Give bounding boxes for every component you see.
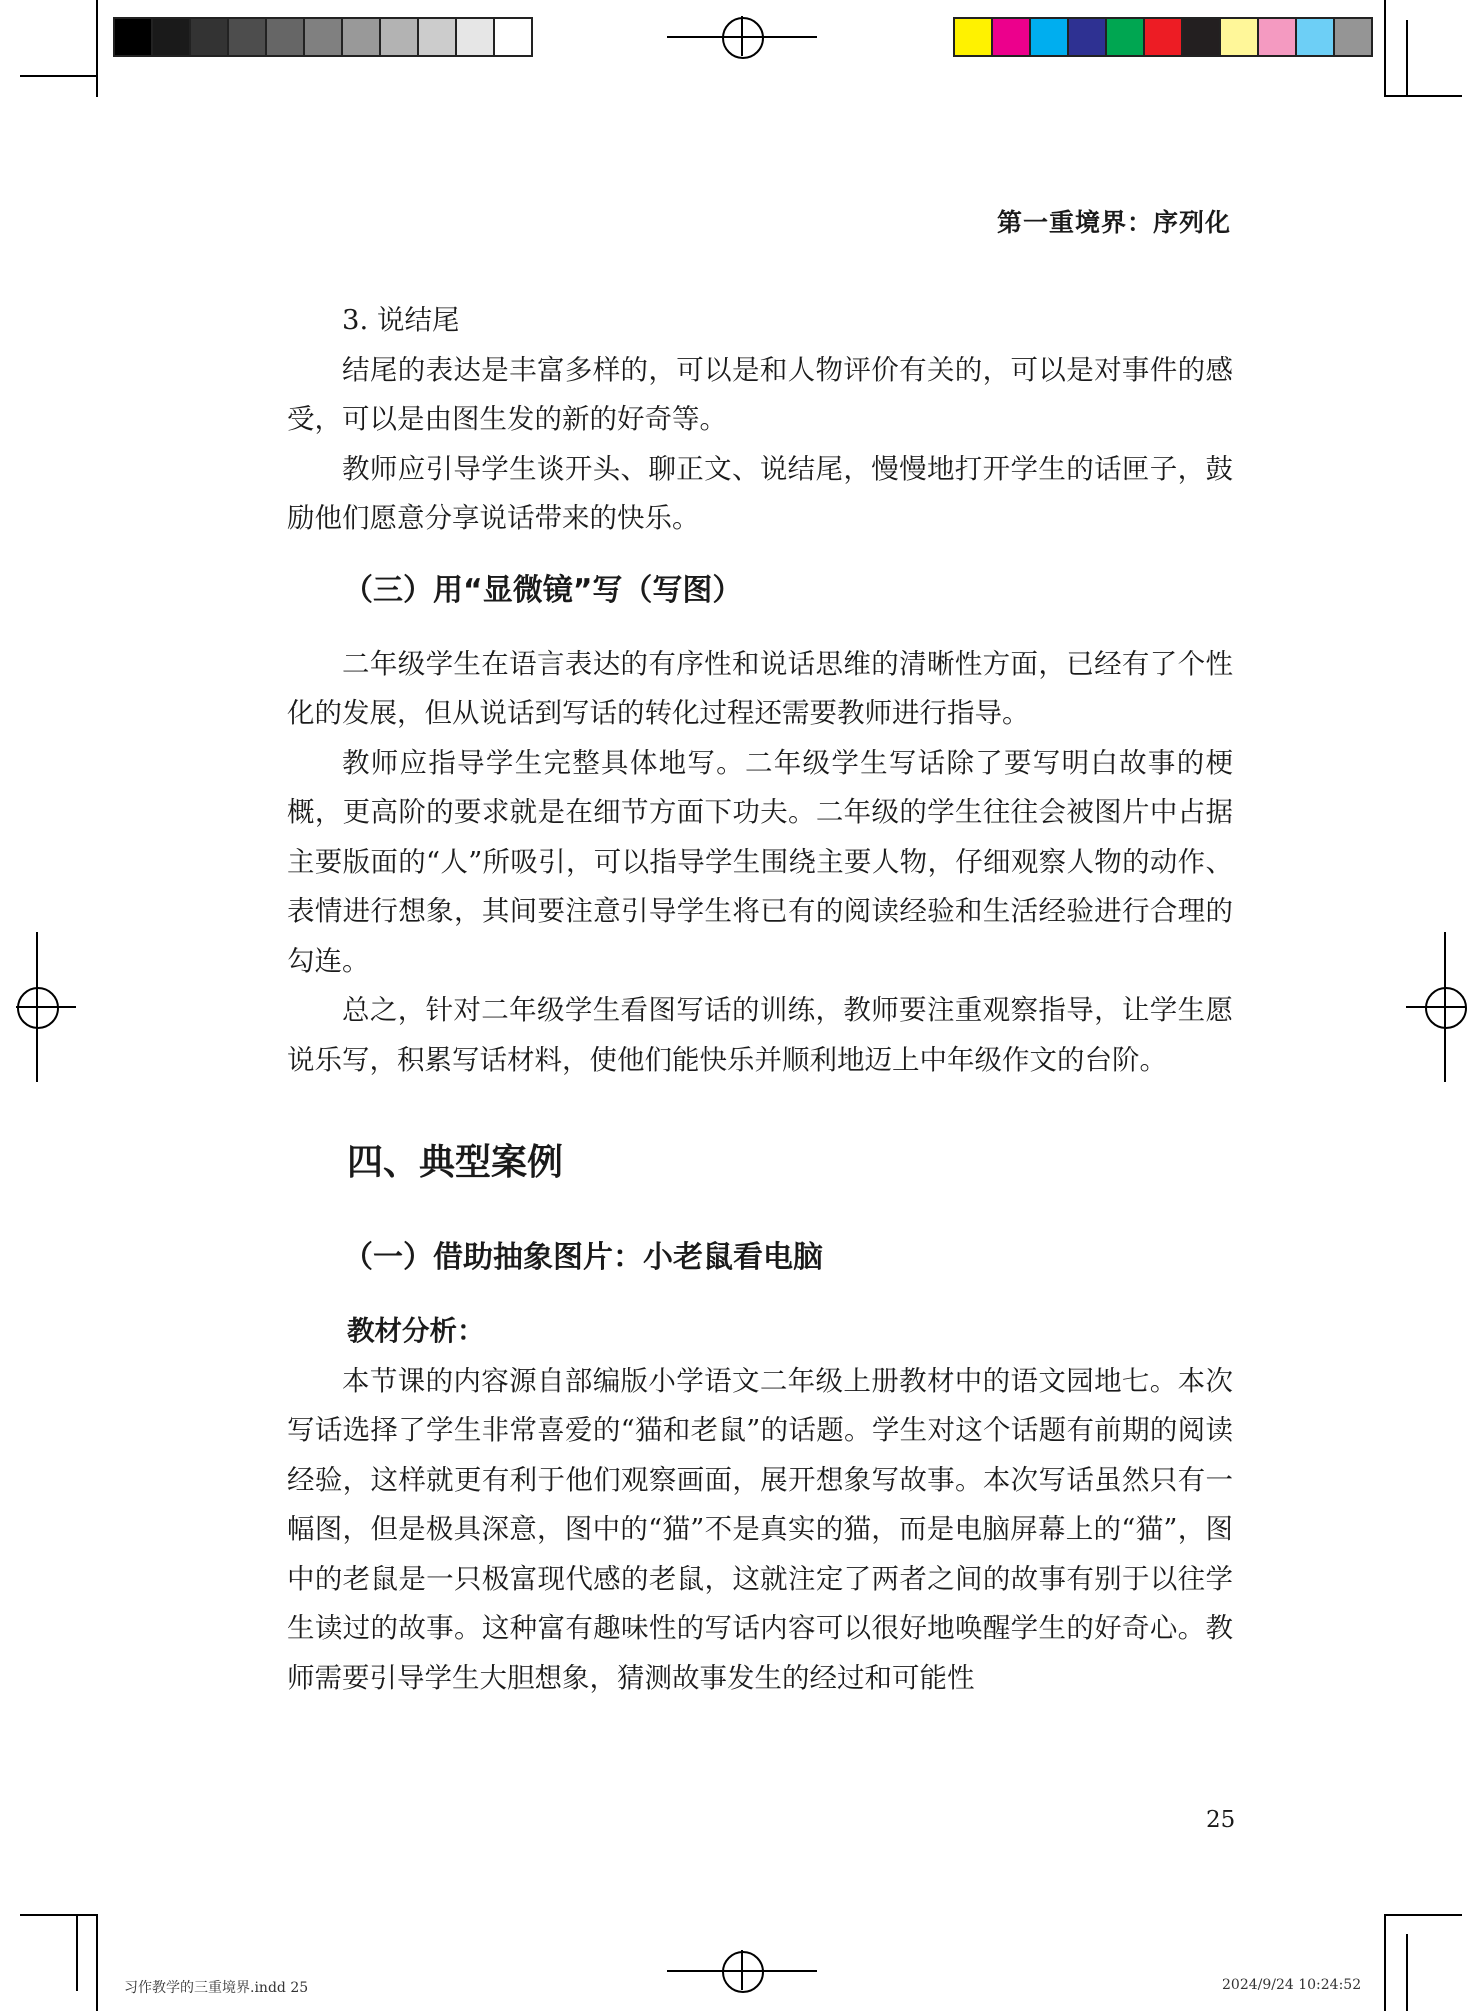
page-number: 25 [1206,1807,1236,1833]
paragraph: 总之，针对二年级学生看图写话的训练，教师要注重观察指导，让学生愿说乐写，积累写话材料，使他们能快乐并顺利地迈上中年级作文的台阶。 [287,994,1233,1076]
color-swatch [953,17,993,57]
section-heading-three: （三）用“显微镜”写（写图） [343,572,743,608]
gray-swatch [341,17,381,57]
gray-swatch [189,17,229,57]
color-swatch [1333,17,1373,57]
color-swatch [1181,17,1221,57]
slug-timestamp: 2024/9/24 10:24:52 [1222,1977,1362,1993]
gray-swatch [151,17,191,57]
paragraph: 结尾的表达是丰富多样的，可以是和人物评价有关的，可以是对事件的感受，可以是由图生发的新的好奇等。 [287,353,1233,435]
paragraph: 二年级学生在语言表达的有序性和说话思维的清晰性方面，已经有了个性化的发展，但从说话到写话的转化过程还需要教师进行指导。 [287,647,1233,729]
subsection-heading-3: 3. 说结尾 [342,304,460,336]
paragraph: 教师应指导学生完整具体地写。二年级学生写话除了要写明白故事的梗概，更高阶的要求就是在细节方面下功夫。二年级的学生往往会被图片中占据主要版面的“人”所吸引，可以指导学生围绕主要人物，仔细观察人物的动作、表情进行想象，其间要注意引导学生将已有的阅读经验和生活经验进行合理的勾连。 [287,746,1233,977]
case-heading-one: （一）借助抽象图片：小老鼠看电脑 [343,1240,823,1275]
running-head: 第一重境界：序列化 [996,208,1231,237]
gray-swatch [455,17,495,57]
paragraph: 教师应引导学生谈开头、聊正文、说结尾，慢慢地打开学生的话匣子，鼓励他们愿意分享说话带来的快乐。 [287,452,1233,534]
color-swatch [1295,17,1335,57]
color-swatch [991,17,1031,57]
page-body [287,296,1233,1703]
grayscale-control-bar [113,17,531,57]
gray-swatch [265,17,305,57]
gray-swatch [493,17,533,57]
slug-filename: 习作教学的三重境界.indd 25 [124,1980,309,1996]
paragraph: 本节课的内容源自部编版小学语文二年级上册教材中的语文园地七。本次写话选择了学生非常喜爱的“猫和老鼠”的话题。学生对这个话题有前期的阅读经验，这样就更有利于他们观察画面，展开想象写故事。本次写话虽然只有一幅图，但是极具深意，图中的“猫”不是真实的猫，而是电脑屏幕上的“猫”，图中的老鼠是一只极富现代感的老鼠，这就注定了两者之间的故事有别于以往学生读过的故事。这种富有趣味性的写话内容可以很好地唤醒学生的好奇心。教师需要引导学生大胆想象，猜测故事发生的经过和可能性 [287,1364,1233,1694]
chapter-heading-four: 四、典型案例 [347,1142,564,1183]
color-swatch [1105,17,1145,57]
gray-swatch [417,17,457,57]
color-swatch [1257,17,1297,57]
gray-swatch [303,17,343,57]
color-control-bar [953,17,1371,57]
gray-swatch [113,17,153,57]
color-swatch [1067,17,1107,57]
gray-swatch [379,17,419,57]
analysis-label: 教材分析： [347,1315,485,1347]
color-swatch [1029,17,1069,57]
color-swatch [1219,17,1259,57]
color-swatch [1143,17,1183,57]
gray-swatch [227,17,267,57]
